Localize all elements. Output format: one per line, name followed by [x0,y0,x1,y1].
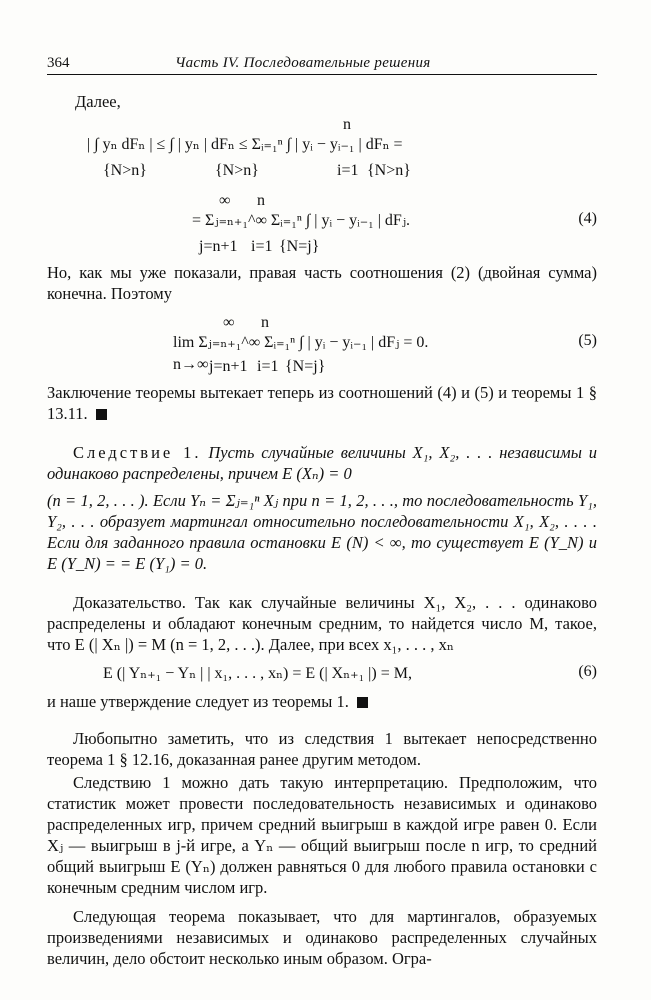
equation-4-sub-Nj: {N=j} [279,238,320,255]
running-title: Часть IV. Последовательные решения [175,55,431,71]
equation-6 [47,655,597,691]
equation-5-sub-j: j=n+1 [209,358,248,375]
equation-4-sub-j: j=n+1 [199,238,238,255]
equation-6-body: E (| Yₙ₊₁ − Yₙ | | x₁, . . . , xₙ) = E (| Xₙ₊₁ |) = M, [103,665,412,682]
paragraph-corollary-cont: (n = 1, 2, . . . ). Если Yₙ = Σⱼ₌₁ⁿ Xⱼ при n = 1, 2, . . ., то последовательность Y₁, Y₂, . . . образует мартингал относительно последовательности X₁, X₂, . . . . Если для заданного правила остановки E (N) < ∞, то существует E (Y_N) и E (Y_N) = = E (Y₁) = 0. [47,491,597,573]
qed-square-icon-2 [357,697,368,708]
equation-4-sub-3: {N>n} [367,162,411,179]
equation-4-line-2: = Σⱼ₌ₙ₊₁^∞ Σᵢ₌₁ⁿ ∫ | yᵢ − yᵢ₋₁ | dFⱼ. [192,212,411,229]
paragraph-i-nashe [47,691,597,712]
paragraph-dalee: Далее, [75,92,121,111]
paragraph-zaklyuchenie [47,382,597,424]
equation-4-sup-inf: ∞ [219,192,231,209]
equation-5-number: (5) [578,332,597,349]
paragraph-no-kak: Но, как мы уже показали, правая часть соотношения (2) (двойная сумма) конечна. Поэтому [47,263,597,303]
equation-5-lim-sub: n→∞ [173,356,209,373]
equation-4-line-1: | ∫ yₙ dFₙ | ≤ ∫ | yₙ | dFₙ ≤ Σᵢ₌₁ⁿ ∫ | yᵢ − yᵢ₋₁ | dFₙ = [87,136,403,153]
equation-4 [47,112,597,262]
page-number: 364 [47,55,70,71]
equation-4-number: (4) [578,210,597,227]
paragraph-sleduyushchaya: Следующая теорема показывает, что для мартингалов, образуемых произведениями независимых и одинаково распределенных случайных величин, дело обстоит несколько иным образом. Огра- [47,907,597,968]
equation-4-sub-1: {N>n} [103,162,147,179]
equation-5-body: lim Σⱼ₌ₙ₊₁^∞ Σᵢ₌₁ⁿ ∫ | yᵢ − yᵢ₋₁ | dFⱼ = 0. [173,334,429,351]
zaklyuchenie-text: Заключение теоремы вытекает теперь из соотношений (4) и (5) и теоремы 1 § 13.11. [47,383,597,423]
paragraph-proof: Доказательство. Так как случайные величины X₁, X₂, . . . одинаково распределены и обладают конечным средним, то найдется число M, такое, что E (| Xₙ |) = M (n = 1, 2, . . .). Далее, при всех x₁, . . . , xₙ [47,593,597,654]
equation-5 [47,304,597,382]
equation-5-sup-inf: ∞ [223,314,235,331]
corollary-text-1: Пусть случайные величины X₁, X₂, . . . независимы и одинаково распределены, причем E (Xₙ) = 0 [47,443,598,483]
i-nashe-text: и наше утверждение следует из теоремы 1. [47,692,349,711]
equation-4-sup-n: n [343,116,351,133]
corollary-label: Следствие 1. [73,443,202,462]
equation-5-sub-i1: i=1 [257,358,279,375]
page [47,52,597,969]
paragraph-lyubopytno: Любопытно заметить, что из следствия 1 вытекает непосредственно теорема 1 § 12.16, доказанная ранее другим методом. [47,729,597,769]
equation-4-sub-i1b: i=1 [251,238,273,255]
equation-5-sub-Nj: {N=j} [285,358,326,375]
paragraph-sledstviyu: Следствию 1 можно дать такую интерпретацию. Предположим, что статистик может провести последовательность независимых и одинаково распределенных игр, причем средний выигрыш в каждой игре равен 0. Если Xⱼ — выигрыш в j-й игре, а Yₙ — общий выигрыш после n игр, то средний общий выигрыш E (Yₙ) должен равняться 0 для любого правила остановки с конечным средним числом игр. [47,773,597,897]
paragraph-corollary [47,442,597,484]
equation-4-sub-i1: i=1 [337,162,359,179]
equation-5-sup-n: n [261,314,269,331]
equation-4-sub-2: {N>n} [215,162,259,179]
equation-4-sup-n2: n [257,192,265,209]
qed-square-icon [96,409,107,420]
equation-6-number: (6) [578,663,597,680]
running-header [47,52,597,75]
